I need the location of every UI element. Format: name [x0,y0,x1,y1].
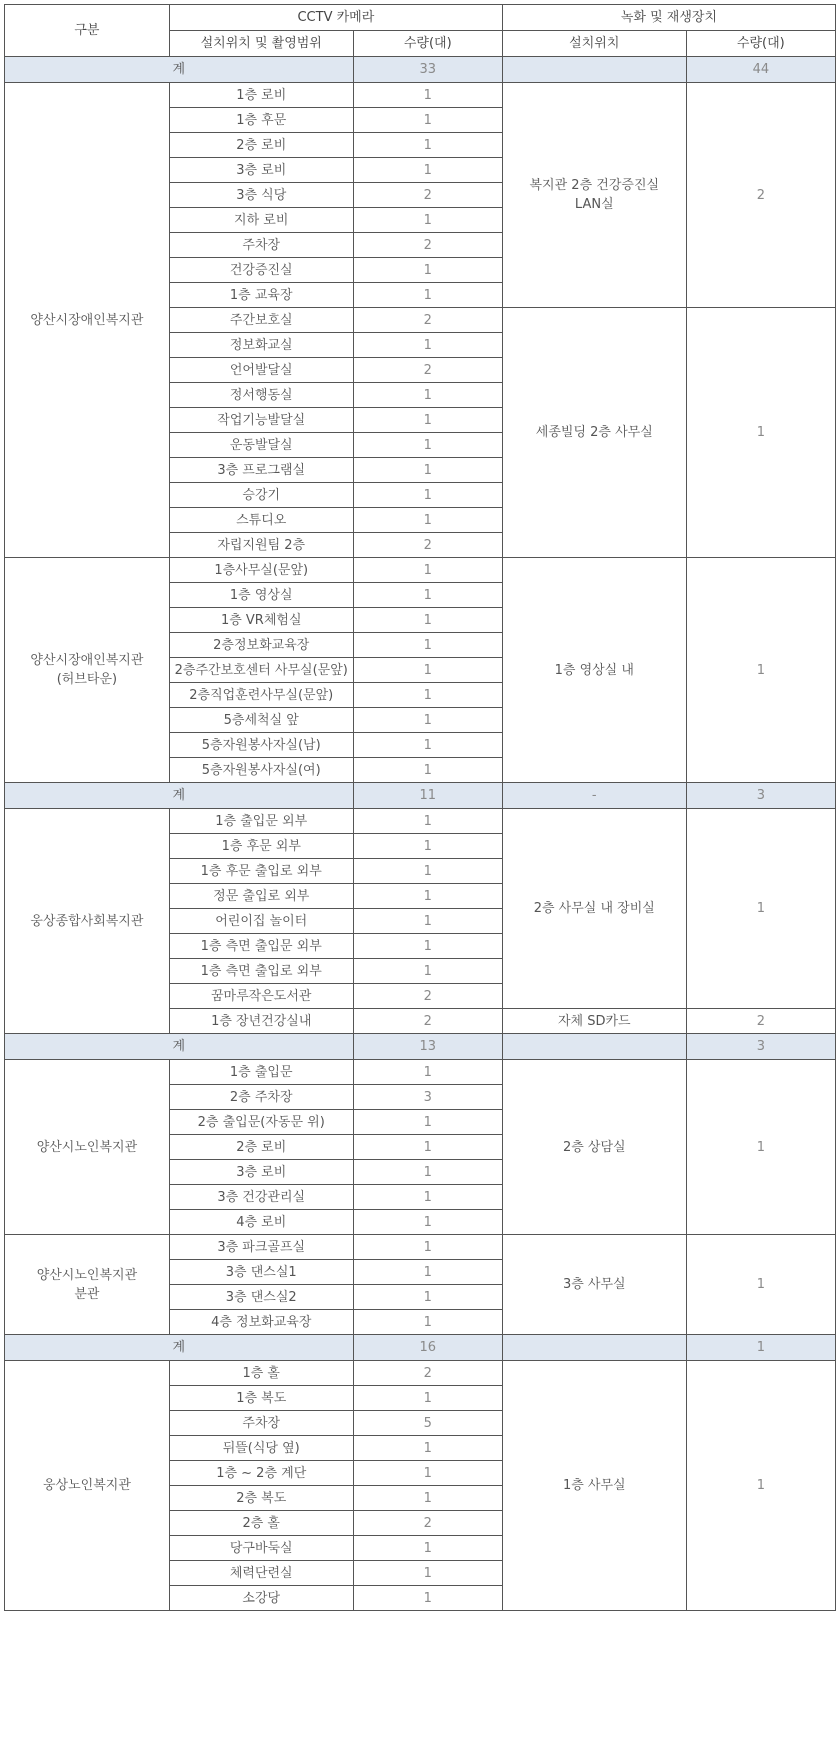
line: 2층 사무실 내 장비실 [533,901,655,916]
camera-location: 자립지원팀 2층 [169,533,353,558]
total-label: 계 [5,1034,354,1060]
line: LAN실 [574,197,614,212]
camera-qty: 2 [353,183,502,208]
header-camera-location: 설치위치 및 촬영범위 [169,31,353,57]
camera-location: 어린이집 놀이터 [169,909,353,934]
table-body [5,57,836,1611]
camera-qty: 1 [353,1060,502,1085]
camera-qty: 1 [353,83,502,108]
camera-qty: 1 [353,683,502,708]
camera-location: 1층 측면 출입문 외부 [169,934,353,959]
total-camera-qty: 11 [353,783,502,809]
total-camera-qty: 33 [353,57,502,83]
recorder-location [502,558,686,783]
camera-qty: 1 [353,1160,502,1185]
total-row [5,1335,836,1361]
table-row [5,83,836,108]
camera-location: 당구바둑실 [169,1536,353,1561]
camera-qty: 1 [353,133,502,158]
camera-qty: 1 [353,508,502,533]
line: 1층 사무실 [562,1478,626,1493]
total-label: 계 [5,57,354,83]
camera-location: 2층직업훈련사무실(문앞) [169,683,353,708]
camera-qty: 1 [353,1310,502,1335]
camera-qty: 1 [353,458,502,483]
recorder-location [502,308,686,558]
camera-location: 2층 로비 [169,1135,353,1160]
camera-location: 2층 홀 [169,1511,353,1536]
line: 양산시노인복지관 [36,1267,138,1283]
camera-location: 2층정보화교육장 [169,633,353,658]
recorder-qty: 1 [686,809,835,1009]
camera-location: 2층 주차장 [169,1085,353,1110]
camera-qty: 1 [353,959,502,984]
total-row [5,1034,836,1060]
line: 자체 SD카드 [557,1013,631,1029]
recorder-qty: 1 [686,1060,835,1235]
total-recorder-location: - [502,783,686,809]
camera-qty: 1 [353,583,502,608]
camera-qty: 3 [353,1085,502,1110]
camera-qty: 1 [353,283,502,308]
total-camera-qty: 13 [353,1034,502,1060]
camera-qty: 1 [353,258,502,283]
camera-qty: 2 [353,1361,502,1386]
recorder-qty: 2 [686,1009,835,1034]
camera-qty: 1 [353,1135,502,1160]
camera-location: 1층 측면 출입로 외부 [169,959,353,984]
camera-location: 작업기능발달실 [169,408,353,433]
camera-location: 지하 로비 [169,208,353,233]
camera-location: 2층주간보호센터 사무실(문앞) [169,658,353,683]
camera-qty: 2 [353,308,502,333]
recorder-location [502,1235,686,1335]
camera-location: 2층 로비 [169,133,353,158]
camera-location: 1층 홀 [169,1361,353,1386]
camera-qty: 1 [353,1235,502,1260]
camera-qty: 1 [353,408,502,433]
camera-qty: 2 [353,358,502,383]
camera-location: 뒤뜰(식당 옆) [169,1436,353,1461]
line: 3층 사무실 [562,1277,626,1292]
camera-location: 1층 출입문 외부 [169,809,353,834]
total-recorder-qty: 44 [686,57,835,83]
total-row [5,783,836,809]
total-label: 계 [5,783,354,809]
camera-location: 정서행동실 [169,383,353,408]
total-row [5,57,836,83]
camera-location: 1층 영상실 [169,583,353,608]
header-recording-device: 녹화 및 재생장치 [502,5,835,31]
cctv-table [4,4,836,1611]
camera-qty: 1 [353,708,502,733]
camera-location: 건강증진실 [169,258,353,283]
recorder-location [502,83,686,308]
camera-qty: 1 [353,608,502,633]
camera-qty: 5 [353,1411,502,1436]
camera-qty: 1 [353,1461,502,1486]
camera-location: 3층 댄스실1 [169,1260,353,1285]
camera-location: 1층 장년건강실내 [169,1009,353,1034]
camera-location: 2층 출입문(자동문 위) [169,1110,353,1135]
camera-location: 3층 파크골프실 [169,1235,353,1260]
camera-qty: 1 [353,1210,502,1235]
camera-location: 주간보호실 [169,308,353,333]
camera-qty: 1 [353,333,502,358]
recorder-qty: 1 [686,558,835,783]
camera-qty: 2 [353,233,502,258]
line: 양산시장애인복지관 [30,312,144,328]
camera-qty: 1 [353,1110,502,1135]
camera-location: 1층 출입문 [169,1060,353,1085]
camera-location: 3층 댄스실2 [169,1285,353,1310]
total-recorder-qty: 3 [686,783,835,809]
camera-location: 4층 로비 [169,1210,353,1235]
header-camera-qty: 수량(대) [353,31,502,57]
header-recorder-qty: 수량(대) [686,31,835,57]
camera-qty: 1 [353,208,502,233]
recorder-location [502,809,686,1009]
camera-location: 1층 ~ 2층 계단 [169,1461,353,1486]
recorder-qty: 1 [686,308,835,558]
line: 양산시장애인복지관 [30,653,144,668]
total-recorder-qty: 1 [686,1335,835,1361]
camera-qty: 1 [353,809,502,834]
total-label: 계 [5,1335,354,1361]
header-row-1 [5,5,836,31]
recorder-location [502,1361,686,1611]
line: 1층 영상실 내 [554,662,634,678]
camera-qty: 1 [353,909,502,934]
camera-qty: 1 [353,483,502,508]
line: 세종빌딩 2층 사무실 [535,425,653,440]
header-cctv-camera: CCTV 카메라 [169,5,502,31]
camera-location: 3층 로비 [169,158,353,183]
line: 분관 [74,1286,100,1302]
camera-qty: 1 [353,1586,502,1611]
camera-qty: 1 [353,733,502,758]
camera-qty: 1 [353,1486,502,1511]
camera-location: 주차장 [169,233,353,258]
total-recorder-location [502,1034,686,1060]
camera-location: 체력단련실 [169,1561,353,1586]
camera-location: 꿈마루작은도서관 [169,984,353,1009]
table-row [5,1235,836,1260]
line: 웅상종합사회복지관 [30,913,144,929]
camera-location: 3층 식당 [169,183,353,208]
table-row [5,1361,836,1386]
header-recorder-location: 설치위치 [502,31,686,57]
line: 웅상노인복지관 [42,1478,131,1493]
total-recorder-location [502,1335,686,1361]
camera-location: 1층 후문 [169,108,353,133]
camera-qty: 2 [353,1009,502,1034]
line: 양산시노인복지관 [36,1139,138,1155]
table-row [5,558,836,583]
line: 2층 상담실 [562,1139,626,1155]
camera-qty: 1 [353,1260,502,1285]
table-row [5,809,836,834]
recorder-qty: 2 [686,83,835,308]
camera-location: 4층 정보화교육장 [169,1310,353,1335]
camera-location: 승강기 [169,483,353,508]
total-recorder-qty: 3 [686,1034,835,1060]
recorder-qty: 1 [686,1235,835,1335]
camera-location: 정문 출입로 외부 [169,884,353,909]
camera-location: 1층 교육장 [169,283,353,308]
camera-location: 운동발달실 [169,433,353,458]
camera-location: 3층 건강관리실 [169,1185,353,1210]
camera-qty: 2 [353,1511,502,1536]
org-name [5,1235,170,1335]
camera-location: 1층 VR체험실 [169,608,353,633]
camera-location: 정보화교실 [169,333,353,358]
org-name [5,1361,170,1611]
camera-location: 스튜디오 [169,508,353,533]
recorder-qty: 1 [686,1361,835,1611]
camera-qty: 2 [353,984,502,1009]
camera-qty: 1 [353,658,502,683]
camera-location: 1층 후문 외부 [169,834,353,859]
recorder-location [502,1060,686,1235]
camera-location: 언어발달실 [169,358,353,383]
camera-qty: 1 [353,1436,502,1461]
camera-location: 5층자원봉사자실(여) [169,758,353,783]
camera-location: 1층 로비 [169,83,353,108]
org-name [5,558,170,783]
org-name [5,809,170,1034]
camera-qty: 1 [353,383,502,408]
camera-qty: 1 [353,633,502,658]
camera-qty: 1 [353,108,502,133]
camera-qty: 1 [353,1185,502,1210]
line: (허브타운) [56,672,118,687]
line: 복지관 2층 건강증진실 [529,178,660,193]
camera-qty: 1 [353,558,502,583]
camera-qty: 1 [353,834,502,859]
camera-location: 3층 프로그램실 [169,458,353,483]
org-name [5,1060,170,1235]
camera-location: 3층 로비 [169,1160,353,1185]
camera-qty: 1 [353,1386,502,1411]
camera-qty: 1 [353,884,502,909]
camera-qty: 1 [353,158,502,183]
camera-qty: 1 [353,859,502,884]
org-name [5,83,170,558]
camera-qty: 1 [353,1285,502,1310]
camera-location: 1층사무실(문앞) [169,558,353,583]
camera-qty: 2 [353,533,502,558]
camera-qty: 1 [353,1536,502,1561]
camera-qty: 1 [353,934,502,959]
table-row [5,1060,836,1085]
camera-qty: 1 [353,433,502,458]
camera-qty: 1 [353,1561,502,1586]
total-camera-qty: 16 [353,1335,502,1361]
camera-location: 주차장 [169,1411,353,1436]
camera-location: 1층 후문 출입로 외부 [169,859,353,884]
camera-location: 5층세척실 앞 [169,708,353,733]
total-recorder-location [502,57,686,83]
camera-location: 2층 복도 [169,1486,353,1511]
camera-location: 5층자원봉사자실(남) [169,733,353,758]
camera-qty: 1 [353,758,502,783]
header-group: 구분 [5,5,170,57]
camera-location: 소강당 [169,1586,353,1611]
recorder-location [502,1009,686,1034]
camera-location: 1층 복도 [169,1386,353,1411]
